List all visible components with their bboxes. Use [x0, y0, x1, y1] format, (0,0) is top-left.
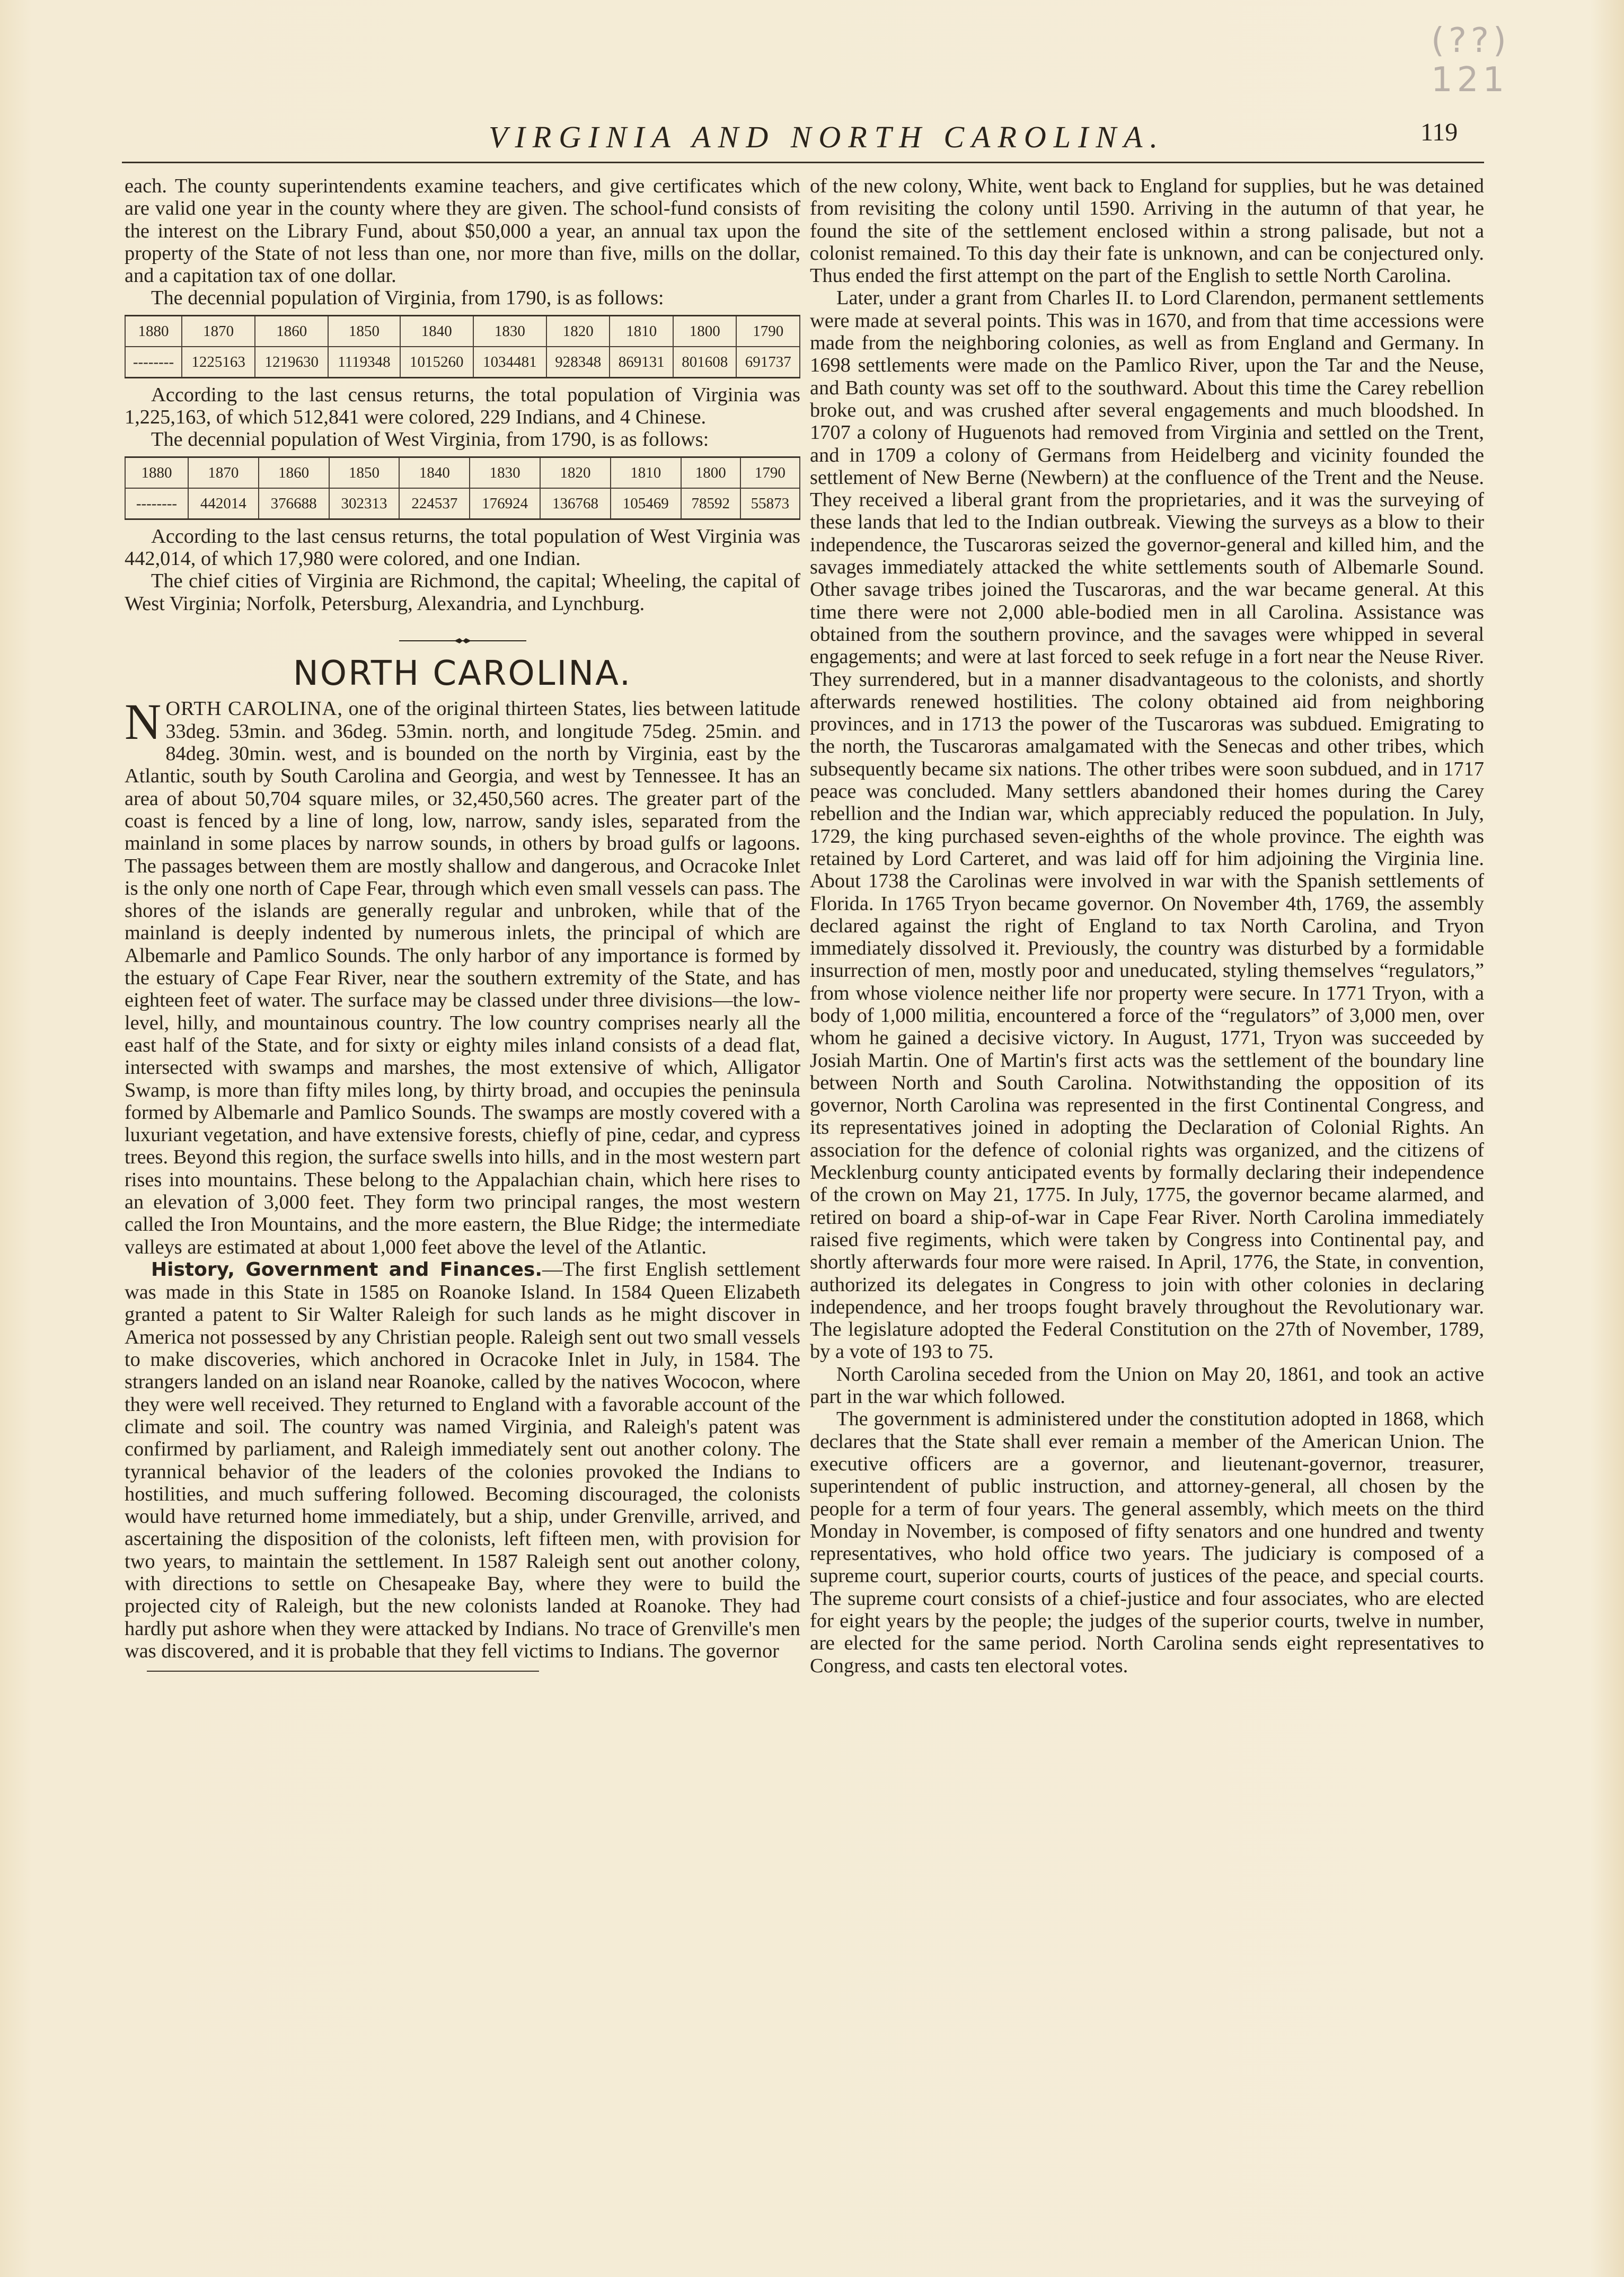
value-cell: 1225163	[182, 347, 255, 378]
divider-ornament-icon	[399, 637, 526, 645]
year-cell: 1810	[611, 457, 681, 488]
colony-paragraph: of the new colony, White, went back to England for supplies, but he was detained from revisiting the colony until 1590. Arriving in the autumn of that year, he found the site of the settlement enclosed within a strong palisade, but not a colonist remained. To this day their fate is unknown, and can be conjectured only. Thus ended the first attempt on the part of the English to settle North Carolina.	[810, 175, 1484, 287]
history-text: —The first English settlement was made in this State in 1585 on Roanoke Island. In 1584 Queen Elizabeth granted a patent to Sir Walter Raleigh for such lands as he might discover in America not possessed by any Christian people. Raleigh sent out two small vessels to make discoveries, which anchored in Ocracoke Inlet in July, in 1584. The strangers landed on an island near Roanoke, called by the natives Wococon, where they were well received. They returned to England with a favorable account of the climate and soil. The country was named Virginia, and Raleigh's patent was confirmed by parliament, and Raleigh immediately sent out another colony. The tyrannical behavior of the leaders of the colonies provoked the Indians to hostilities, and much suffering followed. Becoming discouraged, the colonists would have returned home immediately, but a ship, under Grenville, arrived, and ascertaining the disposition of the colonists, left fifteen men, with provision for two years, to maintain the settlement. In 1587 Raleigh sent out another colony, with directions to settle on Chesapeake Bay, where they were to build the projected city of Raleigh, but the new colonists landed at Roanoke. They had hardly put ashore when they were attacked by Indians. No trace of Grenville's men was discovered, and it is probable that they fell victims to Indians. The governor	[125, 1258, 800, 1662]
value-cell: 442014	[188, 488, 259, 519]
value-cell: 928348	[546, 347, 610, 378]
value-cell: 801608	[673, 347, 737, 378]
value-cell: 376688	[259, 488, 329, 519]
value-cell: --------	[125, 347, 182, 378]
table-row	[125, 347, 800, 378]
wv-census-paragraph: According to the last census returns, the total population of West Virginia was 442,014, of which 17,980 were colored, and one Indian.	[125, 525, 800, 570]
year-cell: 1790	[736, 315, 800, 347]
value-cell: 224537	[399, 488, 470, 519]
school-fund-paragraph: each. The county superintendents examine teachers, and give certificates which are valid one year in the county where they are given. The school-fund consists of the interest on the Library Fund, about $50,000 a year, an annual tax upon the property of the State of not less than one, nor more than five, mills on the dollar, and a capitation tax of one dollar.	[125, 175, 800, 287]
chief-cities-paragraph: The chief cities of Virginia are Richmond, the capital; Wheeling, the capital of West Virginia; Norfolk, Petersburg, Alexandria, and Lynchburg.	[125, 570, 800, 615]
va-population-intro: The decennial population of Virginia, from 1790, is as follows:	[151, 287, 664, 310]
section-heading: NORTH CAROLINA.	[293, 654, 632, 694]
wv-population-intro: The decennial population of West Virginia, from 1790, is as follows:	[151, 428, 709, 451]
year-cell: 1790	[740, 457, 800, 488]
value-cell: 691737	[736, 347, 800, 378]
drop-cap: N	[125, 693, 162, 751]
table-header-row	[125, 457, 800, 488]
secession-paragraph: North Carolina seceded from the Union on May 20, 1861, and took an active part in the war which followed.	[810, 1363, 1484, 1408]
virginia-population-table	[125, 315, 800, 378]
west-virginia-population-table	[125, 456, 800, 520]
value-cell: 302313	[329, 488, 400, 519]
table-header-row	[125, 315, 800, 347]
header-rule	[122, 162, 1484, 163]
year-cell: 1810	[610, 315, 673, 347]
year-cell: 1820	[546, 315, 610, 347]
value-cell: 78592	[681, 488, 740, 519]
year-cell: 1800	[681, 457, 740, 488]
table-row	[125, 488, 800, 519]
history-paragraph	[125, 1258, 800, 1662]
value-cell: 55873	[740, 488, 800, 519]
year-cell: 1800	[673, 315, 737, 347]
pencil-annotation: (??) 121	[1431, 21, 1511, 100]
value-cell: 869131	[610, 347, 673, 378]
right-column	[810, 175, 1484, 1677]
year-cell: 1830	[473, 315, 546, 347]
year-cell: 1860	[259, 457, 329, 488]
year-cell: 1870	[188, 457, 259, 488]
value-cell: 136768	[540, 488, 611, 519]
settlement-history-paragraph: Later, under a grant from Charles II. to Lord Clarendon, permanent settlements were made at several points. This was in 1670, and from that time accessions were made from the neighboring colonies, as well as from England and Germany. In 1698 settlements were made on the Pamlico River, upon the Tar and the Neuse, and Bath county was set off to the southward. About this time the Carey rebellion broke out, and was crushed after several engagements and much bloodshed. In 1707 a colony of Huguenots had removed from Virginia and settled on the Trent, and in 1709 a colony of Germans from Heidelberg and vicinity founded the settlement of New Berne (Newbern) at the confluence of the Trent and the Neuse. They received a liberal grant from the proprietaries, and it was the surveying of these lands that led to the Indian outbreak. Viewing the surveys as a blow to their independence, the Tuscaroras seized the governor-general and killed him, and the savages immediately attacked the white settlements south of Albemarle Sound. Other savage tribes joined the Tuscaroras, and the war became general. At this time there were not 2,000 able-bodied men in all Carolina. Assistance was obtained from the southern province, and the savages were whipped in several engagements; and were at last forced to seek refuge in a fort near the Neuse River. They surrendered, but in a manner disadvantageous to the colonists, and shortly afterwards renewed hostilities. The colony obtained aid from neighboring provinces, and in 1713 the power of the Tuscaroras was subdued. Emigrating to the north, the Tuscaroras amalgamated with the Senecas and other tribes, which subsequently became six nations. The other tribes were soon subdued, and in 1717 peace was concluded. Many settlers abandoned their homes during the Carey rebellion and the Indian war, which appreciably reduced the population. In July, 1729, the king purchased seven-eighths of the whole province. The eighth was retained by Lord Carteret, and was laid off for him adjoining the Virginia line. About 1738 the Carolinas were involved in war with the Spanish settlements of Florida. In 1765 Tryon became governor. On November 4th, 1769, the assembly declared against the right of England to tax North Carolina, and Tryon immediately dissolved it. Previously, the country was disturbed by a formidable insurrection of men, mostly poor and uneducated, styling themselves “regulators,” from whose violence neither life nor property were secure. In 1771 Tryon, with a body of 1,000 militia, encountered a force of the “regulators” of 3,000 men, over whom he gained a decisive victory. In August, 1771, Tryon was succeeded by Josiah Martin. One of Martin's first acts was the settlement of the boundary line between North and South Carolina. Notwithstanding the opposition of its governor, North Carolina was represented in the first Continental Congress, and its representatives joined in adopting the Declaration of Colonial Rights. An association for the defence of colonial rights was organized, and the citizens of Mecklenburg county anticipated events by formally declaring their independence of the crown on May 21, 1775. In July, 1775, the governor became alarmed, and retired on board a ship-of-war in Cape Fear River. North Carolina immediately raised five regiments, which were taken by Congress into Continental pay, and shortly afterwards four more were raised. In April, 1776, the State, in convention, authorized its delegates in Congress to join with other colonies in declaring independence, and her troops fought bravely throughout the Revolutionary war. The legislature adopted the Federal Constitution on the 27th of November, 1789, by a vote of 193 to 75.	[810, 287, 1484, 1363]
year-cell: 1880	[125, 315, 182, 347]
value-cell: --------	[125, 488, 188, 519]
value-cell: 1015260	[400, 347, 473, 378]
year-cell: 1850	[329, 457, 400, 488]
value-cell: 176924	[470, 488, 540, 519]
year-cell: 1850	[328, 315, 400, 347]
running-title: VIRGINIA AND NORTH CAROLINA.	[489, 120, 1165, 154]
history-subheading: History, Government and Finances.	[151, 1258, 543, 1281]
nc-intro-paragraph	[125, 693, 800, 1258]
year-cell: 1860	[255, 315, 328, 347]
nc-intro-text: one of the original thirteen States, lies between latitude 33deg. 53min. and 36deg. 53min. north, and longitude 75deg. 25min. and 84deg. 30min. west, and is bounded on the north by Virginia, east by the Atlantic, south by South Carolina and Georgia, and west by Tennessee. It has an area of about 50,704 square miles, or 32,450,560 acres. The greater part of the coast is fenced by a line of long, low, narrow, sandy isles, separated from the mainland in some places by narrow sounds, in others by broad gulfs or lagoons. The passages between them are mostly shallow and dangerous, and Ocracoke Inlet is the only one north of Cape Fear, through which even small vessels can pass. The shores of the islands are generally regular and unbroken, while that of the mainland is deeply indented by numerous inlets, the principal of which are Albemarle and Pamlico Sounds. The only harbor of any importance is formed by the estuary of Cape Fear River, near the southern extremity of the State, and has eighteen feet of water. The surface may be classed under three divisions—the low-level, hilly, and mountainous country. The low country comprises nearly all the east half of the State, and for sixty or eighty miles inland consists of a dead flat, intersected with swamps and marshes, the most extensive of which, Alligator Swamp, is more than fifty miles long, by thirty broad, and occupies the peninsula formed by Albemarle and Pamlico Sounds. The swamps are mostly covered with a luxuriant vegetation, and have extensive forests, chiefly of pine, cedar, and cypress trees. Beyond this region, the surface swells into hills, and in the most western part rises into mountains. These belong to the Appalachian chain, which here rises to an elevation of 3,000 feet. They form two principal ranges, the most western called the Iron Mountains, and the more eastern, the Blue Ridge; the intermediate valleys are estimated at about 1,000 feet above the level of the Atlantic.	[125, 698, 800, 1258]
year-cell: 1830	[470, 457, 540, 488]
year-cell: 1840	[400, 315, 473, 347]
column-end-rule	[147, 1671, 539, 1672]
year-cell: 1820	[540, 457, 611, 488]
state-name-caps: ORTH CAROLINA,	[165, 698, 343, 720]
value-cell: 105469	[611, 488, 681, 519]
value-cell: 1034481	[473, 347, 546, 378]
section-divider-ornament	[125, 626, 800, 649]
left-column	[125, 175, 800, 1672]
value-cell: 1219630	[255, 347, 328, 378]
value-cell: 1119348	[328, 347, 400, 378]
year-cell: 1880	[125, 457, 188, 488]
year-cell: 1870	[182, 315, 255, 347]
government-paragraph: The government is administered under the constitution adopted in 1868, which declares that the State shall ever remain a member of the American Union. The executive officers are a governor, and lieutenant-governor, treasurer, superintendent of public instruction, and attorney-general, all chosen by the people for a term of four years. The general assembly, which meets on the third Monday in November, is composed of fifty senators and one hundred and twenty representatives, who hold office two years. The judiciary is composed of a supreme court, superior courts, courts of justices of the peace, and special courts. The supreme court consists of a chief-justice and four associates, who are elected for eight years by the people; the judges of the superior courts, twelve in number, are elected for the same period. North Carolina sends eight representatives to Congress, and casts ten electoral votes.	[810, 1408, 1484, 1677]
page-number: 119	[1420, 118, 1458, 146]
year-cell: 1840	[399, 457, 470, 488]
va-census-paragraph: According to the last census returns, the total population of Virginia was 1,225,163, of which 512,841 were colored, 229 Indians, and 4 Chinese.	[125, 383, 800, 429]
